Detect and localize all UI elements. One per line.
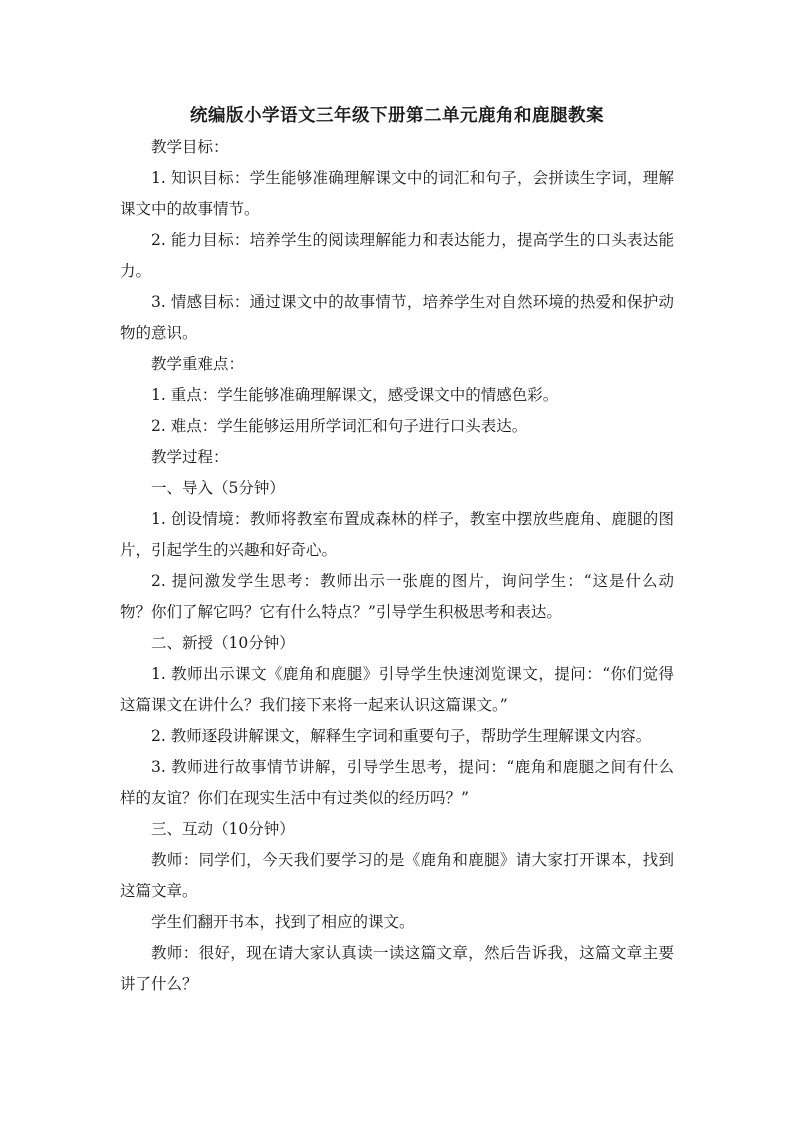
step-heading-new-lesson: 二、新授（10分钟） [151, 634, 295, 652]
dialogue-line: 学生们翻开书本，找到了相应的课文。 [151, 913, 415, 931]
objective-emotion: 3. 情感目标：通过课文中的故事情节，培养学生对自然环境的热爱和保护动物的意识。 [120, 293, 674, 342]
new-lesson-item-3: 3. 教师进行故事情节讲解，引导学生思考，提问：“鹿角和鹿腿之间有什么样的友谊？你们在现实生活中有过类似的经历吗？” [120, 758, 674, 807]
new-lesson-item-1: 1. 教师出示课文《鹿角和鹿腿》引导学生快速浏览课文，提问：“你们觉得这篇课文在讲什么？我们接下来将一起来认识这篇课文。” [120, 665, 674, 714]
new-lesson-item-2: 2. 教师逐段讲解课文，解释生字词和重要句子，帮助学生理解课文内容。 [151, 727, 652, 745]
difficult-point: 2. 难点：学生能够运用所学词汇和句子进行口头表达。 [151, 417, 528, 435]
section-heading-objectives: 教学目标： [151, 138, 229, 156]
intro-item-2: 2. 提问激发学生思考：教师出示一张鹿的图片，询问学生：“这是什么动物？你们了解它吗？它有什么特点？”引导学生积极思考和表达。 [120, 572, 674, 621]
key-point: 1. 重点：学生能够准确理解课文，感受课文中的情感色彩。 [151, 386, 559, 404]
dialogue-line: 教师：很好，现在请大家认真读一读这篇文章，然后告诉我，这篇文章主要讲了什么？ [120, 944, 674, 993]
step-heading-interaction: 三、互动（10分钟） [151, 820, 295, 838]
section-heading-process: 教学过程： [151, 448, 229, 466]
step-heading-intro: 一、导入（5分钟） [151, 479, 285, 497]
dialogue-line: 教师：同学们，今天我们要学习的是《鹿角和鹿腿》请大家打开课本，找到这篇文章。 [120, 851, 674, 900]
objective-knowledge: 1. 知识目标：学生能够准确理解课文中的词汇和句子，会拼读生字词，理解课文中的故事情节。 [120, 169, 674, 218]
document-title: 统编版小学语文三年级下册第二单元鹿角和鹿腿教案 [190, 106, 604, 126]
intro-item-1: 1. 创设情境：教师将教室布置成森林的样子，教室中摆放些鹿角、鹿腿的图片，引起学生的兴趣和好奇心。 [120, 510, 674, 559]
document-body [120, 132, 674, 1000]
section-heading-key-points: 教学重难点： [151, 355, 245, 373]
objective-ability: 2. 能力目标：培养学生的阅读理解能力和表达能力，提高学生的口头表达能力。 [120, 231, 674, 280]
